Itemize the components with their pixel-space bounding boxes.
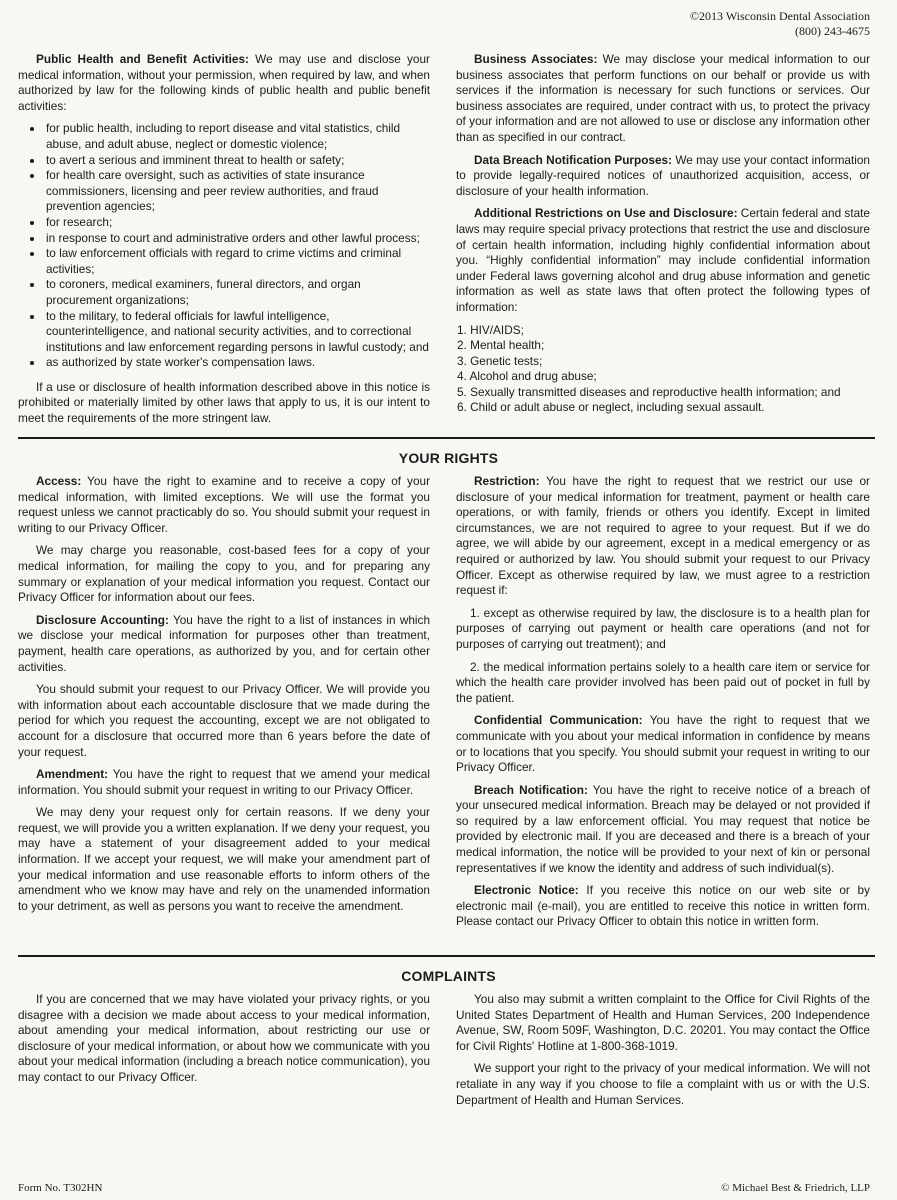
no-retaliation-paragraph: We support your right to the privacy of your medical information. We will not retaliate in any way if you choose to file a complaint with us or with the U.S. Department of Health and Human Services. — [456, 1061, 870, 1107]
restriction-paragraph — [456, 474, 870, 599]
confidential-communication-heading: Confidential Communication: — [474, 713, 643, 728]
rights-right-column — [456, 474, 870, 937]
data-breach-heading: Data Breach Notification Purposes: — [474, 152, 673, 167]
confidential-communication-text: You have the right to request that we communicate with you about your medical information in confidence by means or to locations that you specify. You should submit your request in writing to our Privacy Officer. — [456, 713, 870, 775]
amendment-paragraph — [18, 767, 430, 798]
breach-notification-heading: Breach Notification: — [474, 782, 588, 797]
complaints-title: COMPLAINTS — [401, 968, 496, 984]
header-copyright-block — [690, 9, 870, 39]
list-item: • for health care oversight, such as activities of state insurance commissioners, licensing and peer review authorities, and fraud prevention agencies; — [44, 168, 430, 215]
accounting-request-paragraph: You should submit your request to our Privacy Officer. We will provide you with information about each accountable disclosure that we made during the period for which you request the accounting, except we are not obligated to account for a disclosure that occurred more than 6 years before the date of your request. — [18, 682, 430, 759]
amendment-denial-paragraph: We may deny your request only for certain reasons. If we deny your request, we will provide you a written explanation. If we deny your request, you may have a statement of your disagreement added to your medical information. If we accept your request, we will make your amendment part of your medical information and use reasonable efforts to inform others of the amendment who we know may have and rely on the unamended information to your detriment, as well as persons you want to receive the amendment. — [18, 805, 430, 913]
electronic-notice-paragraph — [456, 883, 870, 930]
breach-notification-paragraph — [456, 783, 870, 877]
electronic-notice-heading: Electronic Notice: — [474, 883, 579, 898]
restriction-heading: Restriction: — [474, 474, 540, 488]
public-health-text: We may use and disclose your medical information, without your permission, when required by law, and when authorized by law for the following kinds of public health and public benefit activities: — [18, 52, 430, 113]
restriction-item-2: 2. the medical information pertains solely to a health care item or service for which the health care provider involved has been paid out of pocket in full by the patient. — [456, 659, 870, 705]
data-breach-text: We may use your contact information to provide legally-required notices of unauthorized acquisition, access, or disclosure of your health information. — [456, 152, 870, 198]
list-item: 1. HIV/AIDS; — [457, 322, 524, 337]
disclosure-accounting-paragraph — [18, 613, 430, 675]
restriction-item-1: 1. except as otherwise required by law, the disclosure is to a health plan for purposes of carrying out payment or health care operations (and not for purposes of carrying out treatment); and — [456, 605, 870, 651]
list-item: 5. Sexually transmitted diseases and reproductive health information; and — [457, 384, 841, 399]
confidential-communication-paragraph — [456, 713, 870, 775]
access-heading: Access: — [36, 474, 82, 488]
disclosure-accounting-heading: Disclosure Accounting: — [36, 612, 169, 627]
rights-left-column — [18, 474, 430, 921]
list-item: • as authorized by state worker's compensation laws. — [44, 355, 430, 371]
public-health-heading: Public Health and Benefit Activities: — [36, 52, 249, 66]
business-associates-paragraph — [456, 52, 870, 146]
your-rights-title: YOUR RIGHTS — [398, 450, 499, 466]
stringent-law-paragraph: If a use or disclosure of health information described above in this notice is prohibited or materially limited by other laws that apply to us, it is our intent to meet the requirements of the more stringent law. — [18, 379, 430, 426]
fees-paragraph: We may charge you reasonable, cost-based fees for a copy of your medical information, for mailing the copy to you, and for preparing any summary or explanation of your medical information you request. Contact our Privacy Officer for information about our fees. — [18, 543, 430, 605]
footer-copyright: © Michael Best & Friedrich, LLP — [721, 1182, 870, 1194]
section-divider — [18, 437, 875, 439]
section-divider — [18, 955, 875, 957]
additional-restrictions-heading: Additional Restrictions on Use and Disclosure: — [474, 206, 738, 221]
list-item: • to avert a serious and imminent threat to health or safety; — [44, 153, 430, 169]
additional-restrictions-paragraph — [456, 206, 870, 315]
list-item: 6. Child or adult abuse or neglect, including sexual assault. — [457, 400, 765, 415]
list-item: 3. Genetic tests; — [457, 353, 543, 368]
list-item: • in response to court and administrative orders and other lawful process; — [44, 231, 430, 247]
list-item: • to law enforcement officials with regard to crime victims and criminal activities; — [44, 246, 430, 277]
breach-notification-text: You have the right to receive notice of a breach of your unsecured medical information. Breach may be delayed or not provided if so required by a law enforcement official. You may request that notice be provided by electronic mail. If you are deceased and there is a breach of your medical information, the notice will be provided to your next of kin or personal representatives if we know the identity and address of such individual(s). — [456, 782, 870, 875]
list-item: • to the military, to federal officials for lawful intelligence, counterintelligence, and national security activities, and to correctional institutions and law enforcement regarding persons in lawful custody; and — [44, 309, 430, 356]
list-item: • for public health, including to report disease and vital statistics, child abuse, and adult abuse, neglect or domestic violence; — [44, 121, 430, 152]
complaints-left-column — [18, 992, 430, 1093]
business-associates-text: We may disclose your medical information to our business associates that perform functions on our behalf or provide us with services if the information is necessary for such functions or services. Our business associates are required, under contract with us, to protect the privacy of your information and are not allowed to use or disclose any information other than as specified in our contract. — [456, 52, 870, 144]
public-health-list — [18, 121, 430, 371]
access-text: You have the right to examine and to receive a copy of your medical information, with limited exceptions. We will use the format you request unless we cannot practicably do so. You should submit your request in writing to our Privacy Officer. — [18, 474, 430, 535]
restriction-text: You have the right to request that we restrict our use or disclosure of your medical information for treatment, payment or health care operations, or with family, friends or others you identify. Except in limited circumstances, we are not required to agree to your request. But if we do agree, we will abide by our agreement, except in a medical emergency or as required or authorized by law. You should submit your request to our Privacy Officer. Except as otherwise required by law, we must agree to a restriction request if: — [456, 474, 870, 598]
complaints-right-column — [456, 992, 870, 1115]
additional-restrictions-text: Certain federal and state laws may require special privacy protections that restrict the use and disclosure of certain health information, including highly confidential information about you. “Highly confidential information” may include confidential information under Federal laws governing alcohol and drug abuse information and genetic information as well as state laws that often protect the following types of information: — [456, 206, 870, 314]
complaints-paragraph: If you are concerned that we may have violated your privacy rights, or you disagree with a decision we made about access to your medical information, about amending your medical information, about restricting our use or disclosure of your medical information, or about how we communicate with you about your medical information (including a breach notice communication), you may contact to our Privacy Officer. — [18, 992, 430, 1084]
restricted-info-list — [456, 323, 870, 417]
electronic-notice-text: If you receive this notice on our web site or by electronic mail (e-mail), you are entitled to receive this notice in written form. Please contact our Privacy Officer to obtain this notice in written form. — [456, 883, 871, 929]
business-associates-heading: Business Associates: — [474, 52, 598, 66]
top-right-column — [456, 52, 870, 416]
header-phone: (800) 243-4675 — [795, 24, 870, 38]
access-paragraph — [18, 474, 430, 536]
ocr-complaint-paragraph: You also may submit a written complaint to the Office for Civil Rights of the United States Department of Health and Human Services, 200 Independence Avenue, SW, Room 509F, Washington, D.C. 20201. You may contact the Office for Civil Rights' Hotline at 1-800-368-1019. — [456, 992, 870, 1053]
amendment-heading: Amendment: — [36, 767, 109, 782]
list-item: 2. Mental health; — [457, 338, 545, 353]
list-item: 4. Alcohol and drug abuse; — [457, 369, 597, 384]
list-item: • to coroners, medical examiners, funeral directors, and organ procurement organizations; — [44, 277, 430, 308]
amendment-text: You have the right to request that we amend your medical information. You should submit your request in writing to our Privacy Officer. — [18, 767, 430, 797]
data-breach-paragraph — [456, 153, 870, 200]
list-item: • for research; — [44, 215, 430, 231]
top-left-column — [18, 52, 430, 434]
form-number: Form No. T302HN — [18, 1182, 103, 1194]
disclosure-accounting-text: You have the right to a list of instances in which we disclose your medical information for purposes other than treatment, payment, health care operations, as authorized by you, and for certain other activities. — [18, 612, 431, 674]
public-health-paragraph — [18, 52, 430, 114]
header-copyright: ©2013 Wisconsin Dental Association — [689, 9, 870, 23]
